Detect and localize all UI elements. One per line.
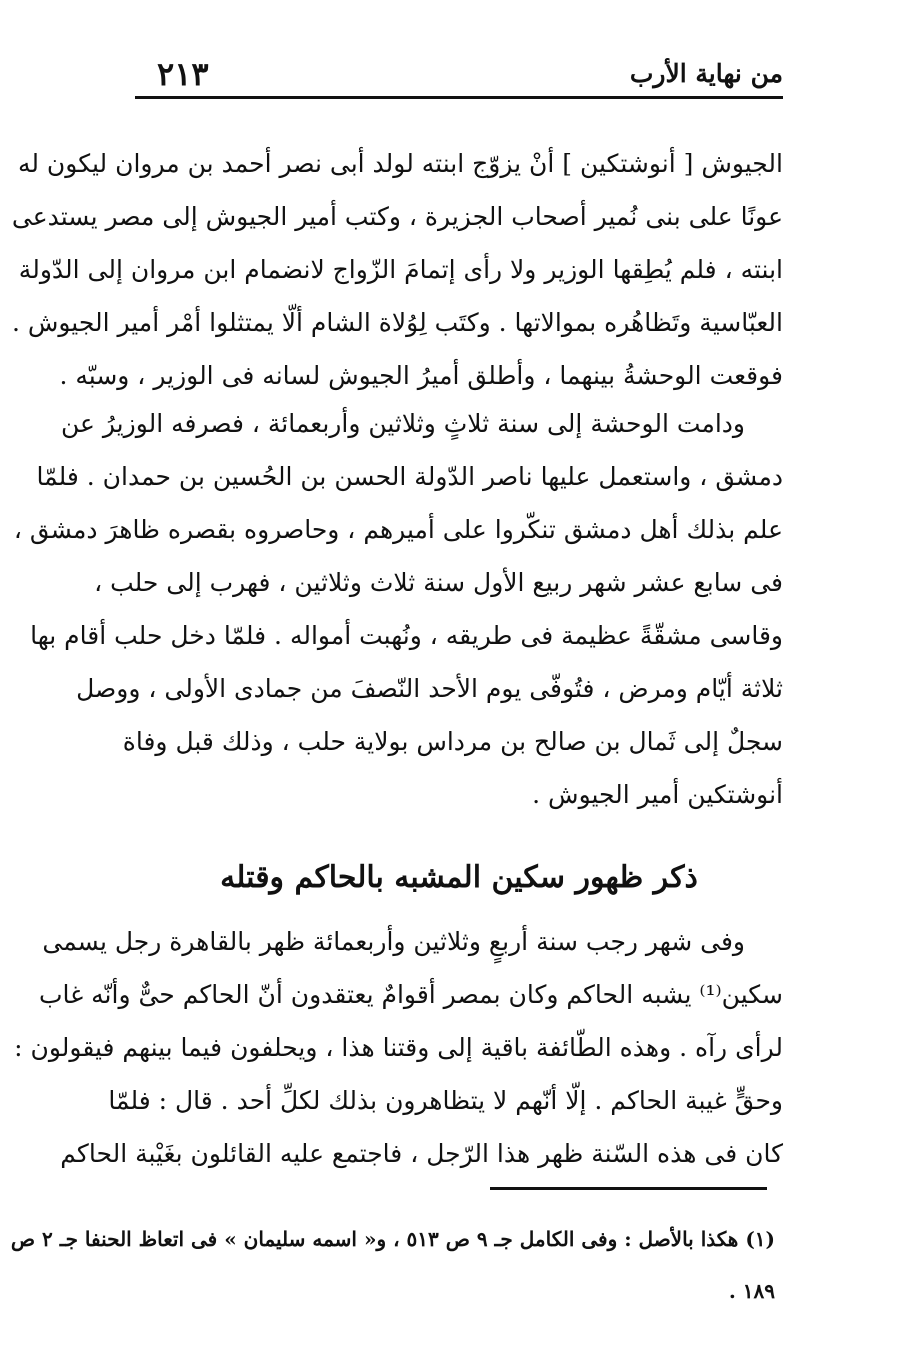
page-number: ٢١٣ xyxy=(157,55,209,93)
text-line: العبّاسية وتَظاهُره بموالاتها . وكتَب لِوُلاة الشام ألّا يمتثلوا أمْر أمير الجيوش . xyxy=(11,308,783,337)
footnotes xyxy=(10,1213,775,1317)
footnote-line: (١) هكذا بالأصل : وفى الكامل جـ ٩ ص ٥١٣ ، و« اسمه سليمان » فى اتعاظ الحنفا جـ ٢ ص xyxy=(10,1227,775,1251)
text-line: علم بذلك أهل دمشق تنكّروا على أميرهم ، وحاصروه بقصره ظاهرَ دمشق ، xyxy=(13,515,783,544)
text-line: وقاسى مشقّةً عظيمة فى طريقه ، ونُهبت أمواله . فلمّا دخل حلب أقام بها xyxy=(30,621,783,650)
text-line: أنوشتكين أمير الجيوش . xyxy=(532,780,783,809)
header-title: من نهاية الأرب xyxy=(629,59,783,88)
text-line: سكين⁽¹⁾ يشبه الحاكم وكان بمصر أقوامٌ يعتقدون أنّ الحاكم حىٌّ وأنّه غاب xyxy=(38,980,783,1009)
footnote-line: ١٨٩ . xyxy=(728,1279,775,1303)
paragraph-1 xyxy=(11,137,783,402)
text-line: ثلاثة أيّام ومرض ، فتُوفّى يوم الأحد النّصفَ من جمادى الأولى ، ووصل xyxy=(76,674,783,703)
text-line: سجلٌ إلى ثَمال بن صالح بن مرداس بولاية حلب ، وذلك قبل وفاة xyxy=(122,727,783,756)
text-line: كان فى هذه السّنة ظهر هذا الرّجل ، فاجتمع عليه القائلون بغَيْبة الحاكم xyxy=(60,1139,783,1168)
text-line: دمشق ، واستعمل عليها ناصر الدّولة الحسن بن الحُسين بن حمدان . فلمّا xyxy=(36,462,783,491)
text-line: ابنته ، فلم يُطِقها الوزير ولا رأى إتمامَ الزّواج لانضمام ابن مروان إلى الدّولة xyxy=(18,255,783,284)
header-rule xyxy=(135,96,783,99)
text-line: فى سابع عشر شهر ربيع الأول سنة ثلاث وثلاثين ، فهرب إلى حلب ، xyxy=(94,568,783,597)
text-line: وفى شهر رجب سنة أربعٍ وثلاثين وأربعمائة ظهر بالقاهرة رجل يسمى xyxy=(42,927,745,956)
section-heading: ذكر ظهور سكين المشبه بالحاكم وقتله xyxy=(220,860,698,895)
text-line: الجيوش [ أنوشتكين ] أنْ يزوّج ابنته لولد أبى نصر أحمد بن مروان ليكون له xyxy=(17,149,783,178)
text-line: فوقعت الوحشةُ بينهما ، وأطلق أميرُ الجيوش لسانه فى الوزير ، وسبّه . xyxy=(59,361,783,390)
text-line: عونًا على بنى نُمير أصحاب الجزيرة ، وكتب أمير الجيوش إلى مصر يستدعى xyxy=(11,202,783,231)
text-line: وحقٍّ غيبة الحاكم . إلّا أنّهم لا يتظاهرون بذلك لكلِّ أحد . قال : فلمّا xyxy=(108,1086,783,1115)
running-header xyxy=(135,55,783,95)
text-line: ودامت الوحشة إلى سنة ثلاثٍ وثلاثين وأربعمائة ، فصرفه الوزيرُ عن xyxy=(60,409,745,438)
footnote-rule xyxy=(490,1187,767,1190)
paragraph-2 xyxy=(13,397,783,821)
text-line: لرأى رآه . وهذه الطّائفة باقية إلى وقتنا هذا ، ويحلفون فيما بينهم فيقولون : xyxy=(14,1033,783,1062)
section-paragraph xyxy=(14,915,783,1180)
